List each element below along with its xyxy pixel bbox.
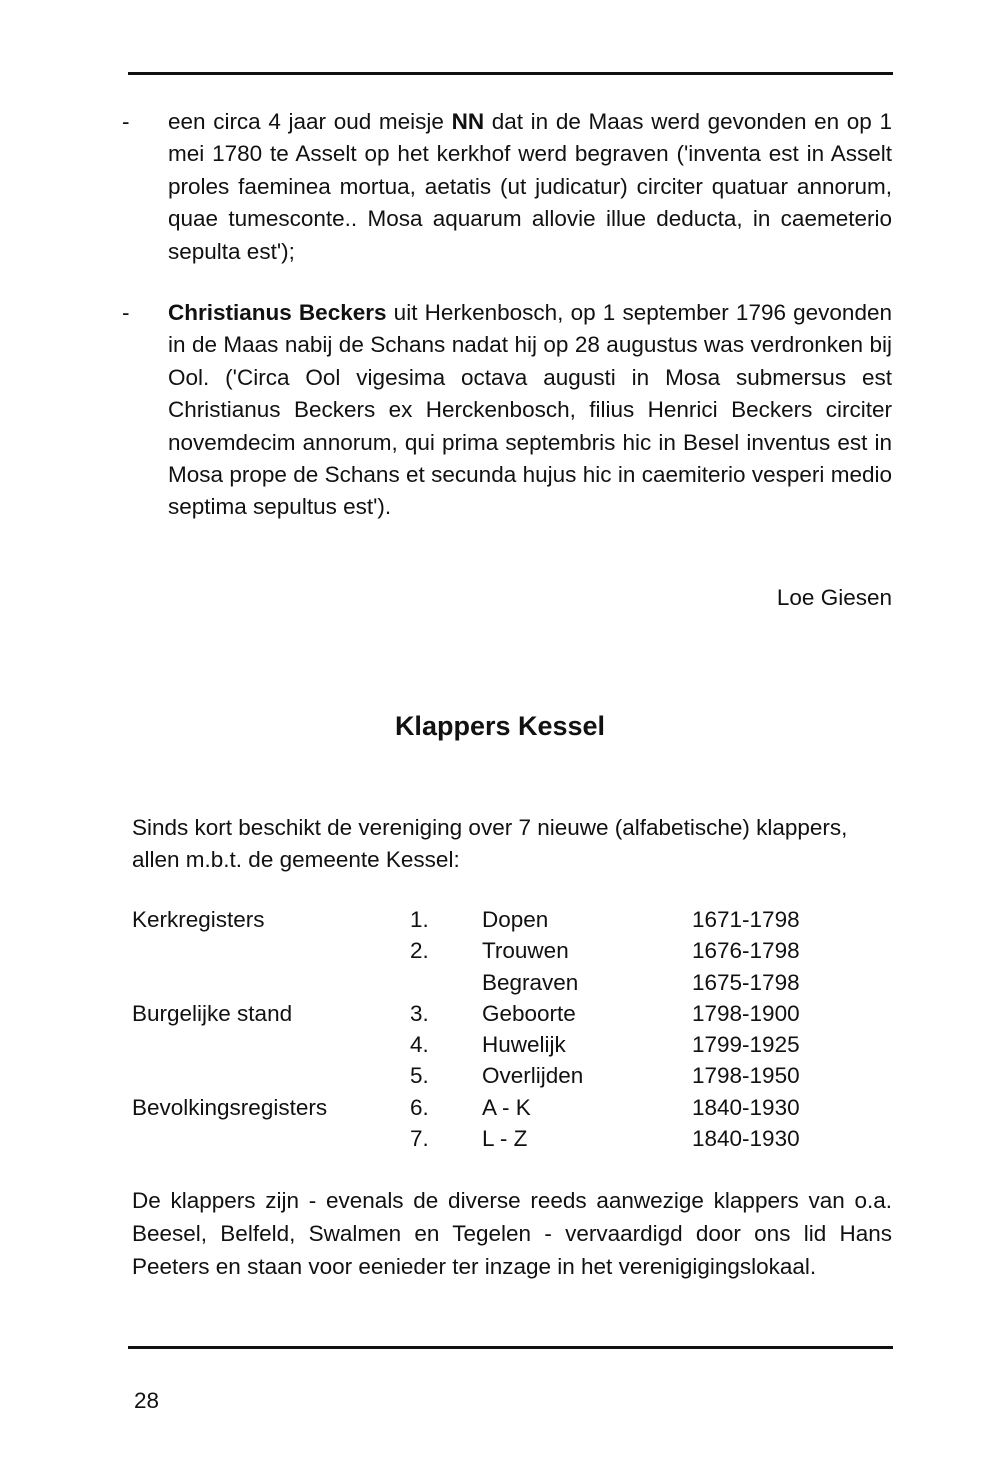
section-heading: Klappers Kessel — [394, 711, 606, 741]
klapper-number: 3. — [410, 1000, 429, 1026]
bullet-text-pre: een circa 4 jaar oud meisje — [168, 109, 452, 134]
bullet-text-post: dat in de Maas werd gevonden en op 1 mei 1780 te Asselt op het kerkhof werd begraven ('inventa est in Asselt proles faeminea mortua, aetatis (ut judicatur) circiter quatuar annorum, quae tumesconte.. Mosa aquarum allovie illue deducta, in caemeterio sepulta est'); — [168, 109, 892, 264]
klapper-years: 1840-1930 — [692, 1094, 800, 1120]
bullet-text-post: uit Herkenbosch, op 1 september 1796 gevonden in de Maas nabij de Schans nadat hij op 28 augustus was verdronken bij Ool. ('Circa Ool vigesima octava augusti in Mosa submersus est Christianus Beckers ex Herckenbosch, filius Henrici Beckers circiter novemdecim annorum, qui prima septembris hic in Besel inventus est in Mosa prope de Schans et secunda hujus hic in caemiterio vesperi medio septima sepultus est'). — [168, 300, 892, 520]
klapper-years: 1798-1900 — [692, 1000, 800, 1026]
bullet-dash: - — [122, 300, 130, 325]
klapper-number: 5. — [410, 1063, 429, 1089]
bullet-dash: - — [122, 109, 130, 134]
klapper-name: Begraven — [482, 969, 579, 995]
bullet-item — [122, 106, 892, 268]
klapper-name: Overlijden — [482, 1063, 584, 1089]
bottom-rule — [128, 1346, 893, 1349]
bullet-text — [168, 106, 892, 268]
klapper-name: Trouwen — [482, 938, 569, 964]
klapper-number: 1. — [410, 907, 429, 932]
bullet-item — [122, 297, 892, 524]
klapper-name: Huwelijk — [482, 1032, 566, 1058]
klapper-number: 2. — [410, 938, 429, 964]
klapper-years: 1799-1925 — [692, 1032, 800, 1058]
klapper-number: 7. — [410, 1126, 429, 1152]
bullet-text — [168, 297, 892, 524]
klapper-years: 1671-1798 — [692, 907, 800, 932]
klapper-number: 4. — [410, 1032, 429, 1058]
klapper-group: Bevolkingsregisters — [132, 1094, 328, 1120]
bullet-bold-name: Christianus Beckers — [168, 300, 387, 325]
klapper-group: Kerkregisters — [132, 907, 265, 932]
bullet-bold-name: NN — [451, 109, 485, 134]
klapper-years: 1798-1950 — [692, 1063, 800, 1089]
closing-paragraph: De klappers zijn - evenals de diverse reeds aanwezige klappers van o.a. Beesel, Belfeld, Swalmen en Tegelen - vervaardigd door ons lid Hans Peeters en staan voor eenieder ter inzage in het verenigigingslokaal. — [132, 1188, 892, 1279]
klapper-years: 1840-1930 — [692, 1126, 800, 1152]
klapper-number: 6. — [410, 1094, 429, 1120]
klapper-group: Burgelijke stand — [132, 1000, 293, 1026]
klapper-years: 1676-1798 — [692, 938, 800, 964]
klapper-name: Geboorte — [482, 1000, 576, 1026]
page-number: 28 — [134, 1388, 160, 1413]
author-signature: Loe Giesen — [776, 585, 892, 610]
klapper-name: A - K — [482, 1094, 531, 1120]
klapper-name: L - Z — [482, 1126, 528, 1152]
klapper-name: Dopen — [482, 907, 549, 932]
top-rule — [128, 72, 893, 75]
intro-paragraph: Sinds kort beschikt de vereniging over 7 nieuwe (alfabetische) klappers, allen m.b.t. de gemeente Kessel: — [132, 815, 848, 872]
klapper-years: 1675-1798 — [692, 969, 800, 995]
